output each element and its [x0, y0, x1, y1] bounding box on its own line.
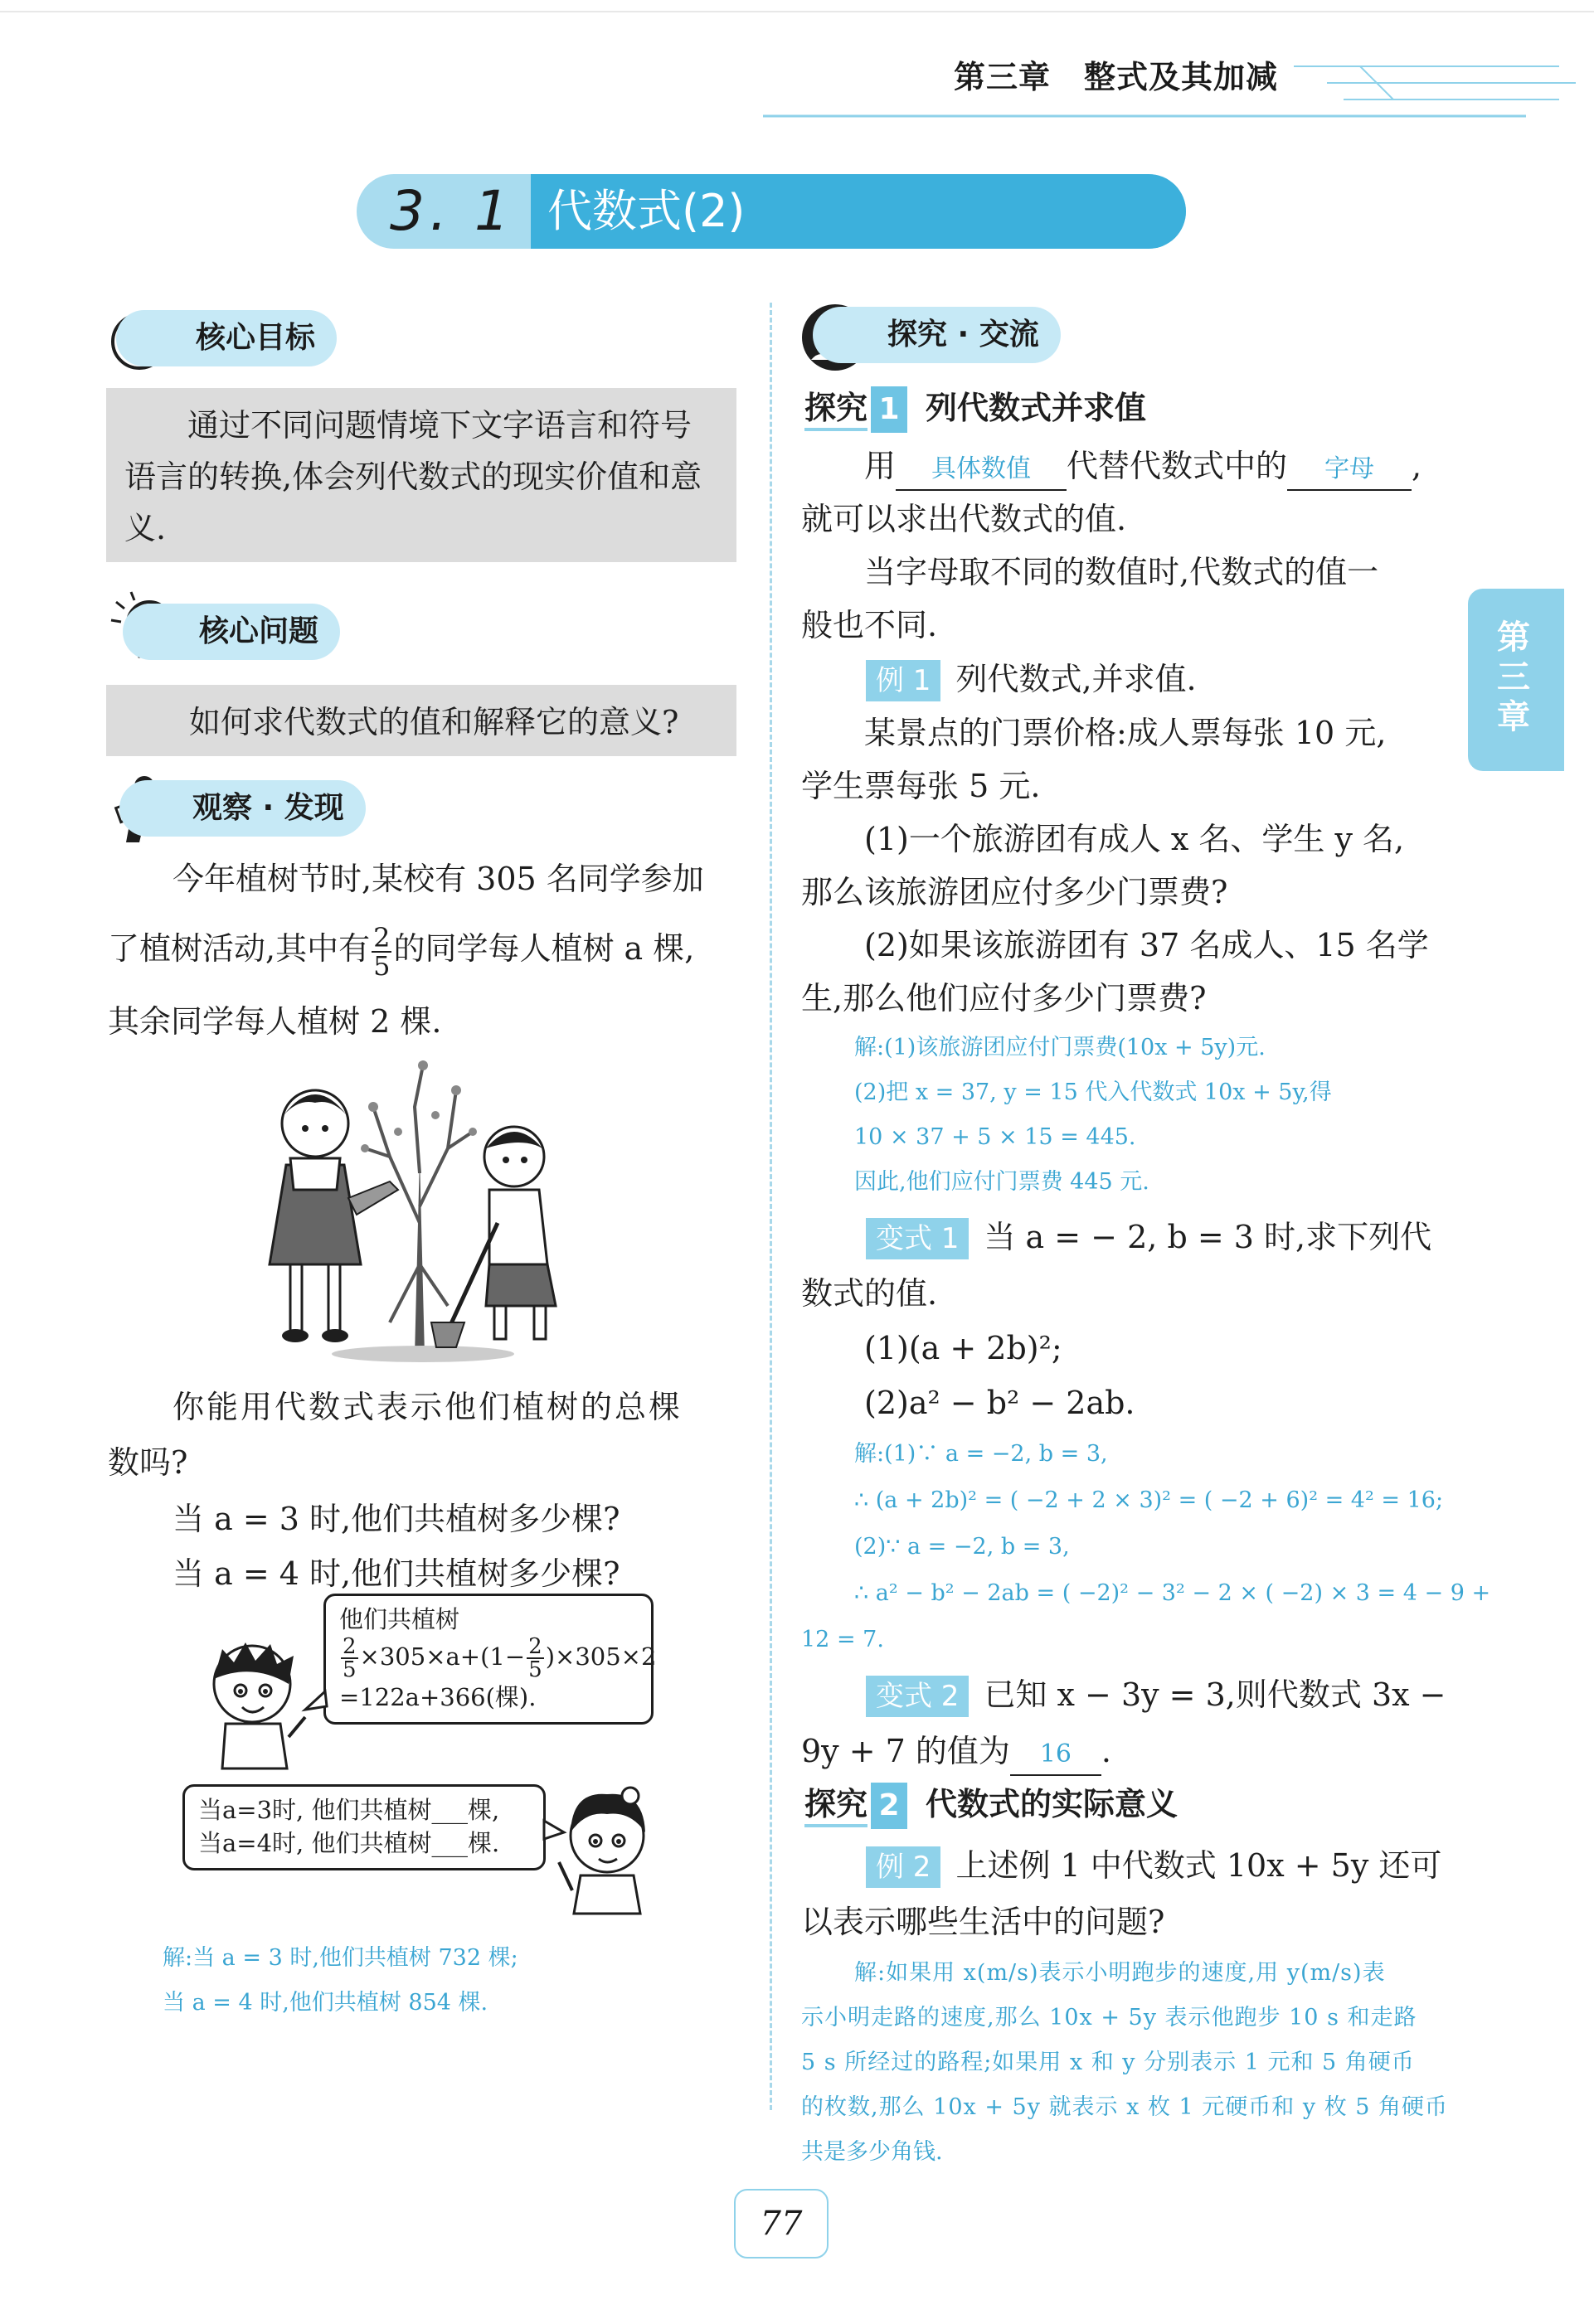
example2-heading: [866, 1839, 1441, 1892]
core-goal-box: [106, 388, 736, 562]
bubble-frac-2-num: 2: [528, 1634, 542, 1659]
observe-answer-line2: 当 a = 4 时,他们共植树 854 棵.: [163, 1990, 488, 2016]
example2-ans2: 示小明走路的速度,那么 10x + 5y 表示他跑步 10 s 和走路: [801, 2005, 1417, 2030]
explore2-heading: [804, 1781, 1178, 1829]
question3: 当 a = 4 时,他们共植树多少棵?: [173, 1555, 620, 1592]
explore2-number: 2: [871, 1783, 907, 1829]
example1-line2: 学生票每张 5 元.: [801, 768, 1041, 804]
core-goal-label: 核心目标: [196, 321, 316, 355]
observe-answer-line1: 解:当 a = 3 时,他们共植树 732 棵;: [163, 1945, 518, 1971]
variant1-q2: (2)a² − b² − 2ab.: [864, 1385, 1135, 1421]
bubble1-line3: =122a+366(棵).: [339, 1683, 537, 1711]
observe-para-line1: 今年植树节时,某校有 305 名同学参加: [173, 861, 704, 897]
example1-ans4: 因此,他们应付门票费 445 元.: [854, 1169, 1149, 1195]
variant1-ans4: ∴ a² − b² − 2ab = ( −2)² − 3² − 2 × ( −2) × 3 = 4 − 9 +: [854, 1580, 1491, 1606]
variant2-heading: [866, 1668, 1446, 1721]
bubble1-line1: 他们共植树: [339, 1605, 460, 1633]
variant2-fill-blank: 16: [1010, 1735, 1101, 1776]
variant1-ans5: 12 = 7.: [801, 1627, 884, 1652]
core-question-label: 核心问题: [199, 614, 319, 648]
section-number: 3. 1: [390, 179, 514, 243]
variant1-ans2: ∴ (a + 2b)² = ( −2 + 2 × 3)² = ( −2 + 6)² = 4² = 16;: [854, 1487, 1444, 1513]
variant1-heading: [866, 1211, 1431, 1264]
explore1-heading: [804, 385, 1146, 433]
header-decoration: [0, 0, 1594, 166]
bubble-frac-2-den: 5: [528, 1657, 542, 1682]
side-tab-label: 第三章: [1497, 619, 1530, 736]
core-goal-text: 通过不同问题情境下文字语言和符号语言的转换,体会列代数式的现实价值和意义.: [124, 407, 702, 546]
example1-ans3: 10 × 37 + 5 × 15 = 445.: [854, 1124, 1136, 1150]
variant2-tag: 变式 2: [866, 1676, 969, 1717]
example1-line1: 某景点的门票价格:成人票每张 10 元,: [864, 715, 1387, 751]
explore1-label: 探究: [804, 390, 867, 431]
example1-q2-line2: 生,那么他们应付多少门票费?: [801, 980, 1207, 1016]
section-title: 代数式(2): [547, 185, 746, 237]
example1-heading: [866, 653, 1197, 706]
observe-label: 观察 · 发现: [192, 791, 344, 825]
chapter-header: [954, 51, 1311, 97]
example2-tag: 例 2: [866, 1846, 940, 1888]
explore-exchange-badge: [813, 307, 1061, 363]
variant1-line1: 当 a = − 2, b = 3 时,求下列代: [984, 1219, 1432, 1255]
example1-tag: 例 1: [866, 660, 940, 701]
explore-exchange-label: 探究 · 交流: [887, 318, 1039, 352]
observe-para-line3: 其余同学每人植树 2 棵.: [108, 1003, 442, 1040]
bubble2-line2: 当a=4时, 他们共植树___棵.: [198, 1829, 500, 1857]
column-divider: [770, 303, 772, 2110]
fill-a-pre: 用: [864, 448, 897, 484]
question1-line1: 你能用代数式表示他们植树的总棵: [173, 1389, 683, 1425]
explore1-number: 1: [871, 386, 907, 433]
variant1-line2: 数式的值.: [801, 1275, 938, 1312]
variant2-line2-post: .: [1101, 1733, 1111, 1769]
explore1-fill-line: [864, 439, 1421, 492]
explore2-title: 代数式的实际意义: [926, 1786, 1178, 1822]
explore1-line4: 般也不同.: [801, 607, 938, 643]
bubble1-line2b: )×305×2: [545, 1642, 657, 1671]
explore1-line3: 当字母取不同的数值时,代数式的值一: [864, 554, 1379, 590]
bubble2-line1: 当a=3时, 他们共植树___棵,: [198, 1796, 500, 1824]
example1-title: 列代数式,并求值.: [955, 661, 1197, 697]
variant1-ans1: 解:(1)∵ a = −2, b = 3,: [854, 1441, 1108, 1467]
variant2-line2: [801, 1725, 1111, 1778]
observe-para-line2b: 的同学每人植树 a 棵,: [393, 930, 695, 967]
core-question-box: [106, 685, 736, 756]
example1-q1-line2: 那么该旅游团应付多少门票费?: [801, 874, 1228, 910]
girl-cartoon: [547, 1783, 663, 1915]
chapter-number: 第三章: [954, 59, 1052, 95]
fill-blank-specific-value: 具体数值: [896, 449, 1067, 491]
bubble-tail: [305, 1691, 330, 1716]
bubble-frac-2: [527, 1636, 544, 1681]
speech-bubble-formula: [323, 1594, 657, 1725]
tree-planting-illustration: [249, 1057, 614, 1364]
bubble-frac-1: [341, 1636, 358, 1681]
explore1-line2: 就可以求出代数式的值.: [801, 501, 1127, 537]
example1-ans2: (2)把 x = 37, y = 15 代入代数式 10x + 5y,得: [854, 1080, 1332, 1105]
variant2-line2-pre: 9y + 7 的值为: [801, 1733, 1010, 1769]
example2-line2: 以表示哪些生活中的问题?: [801, 1904, 1165, 1940]
observe-badge: [119, 780, 366, 837]
core-question-badge: [123, 604, 340, 660]
frac-den: 5: [373, 949, 391, 982]
example1-q1-line1: (1)一个旅游团有成人 x 名、学生 y 名,: [864, 821, 1405, 857]
question2: 当 a = 3 时,他们共植树多少棵?: [173, 1501, 620, 1537]
bubble-frac-1-den: 5: [343, 1657, 357, 1682]
frac-num: 2: [373, 921, 391, 953]
bubble-frac-1-num: 2: [343, 1634, 357, 1659]
example1-ans1: 解:(1)该旅游团应付门票费(10x + 5y)元.: [854, 1035, 1266, 1060]
example2-ans1: 解:如果用 x(m/s)表示小明跑步的速度,用 y(m/s)表: [854, 1960, 1386, 1986]
core-goal-badge: [116, 310, 337, 366]
example2-line1: 上述例 1 中代数式 10x + 5y 还可: [955, 1847, 1442, 1884]
fill-b-post: ,: [1412, 448, 1422, 484]
variant1-tag: 变式 1: [866, 1218, 969, 1259]
chapter-title: 整式及其加减: [1084, 59, 1279, 95]
page-number: 77: [734, 2189, 829, 2259]
variant1-q1: (1)(a + 2b)²;: [864, 1330, 1062, 1366]
boy-cartoon: [197, 1637, 313, 1770]
example2-ans4: 的枚数,那么 10x + 5y 就表示 x 枚 1 元硬币和 y 枚 5 角硬币: [801, 2094, 1449, 2120]
example2-ans5: 共是多少角钱.: [801, 2139, 943, 2165]
explore2-label: 探究: [804, 1786, 867, 1827]
fill-a-mid: 代替代数式中的: [1067, 448, 1288, 484]
fraction-two-fifths: [372, 921, 391, 982]
bubble1-line2a: ×305×a+(1−: [359, 1642, 526, 1671]
example1-q2-line1: (2)如果该旅游团有 37 名成人、15 名学: [864, 927, 1429, 963]
question1-line2: 数吗?: [108, 1444, 188, 1481]
fill-blank-letter: 字母: [1287, 449, 1412, 491]
variant2-line1: 已知 x − 3y = 3,则代数式 3x −: [984, 1676, 1446, 1713]
observe-para-line2a: 了植树活动,其中有: [108, 930, 371, 967]
observe-para-line2: [108, 921, 695, 982]
bubble1-line2: [339, 1634, 657, 1682]
explore1-title: 列代数式并求值: [926, 390, 1147, 426]
variant1-ans3: (2)∵ a = −2, b = 3,: [854, 1534, 1070, 1560]
speech-bubble-fill: [182, 1784, 546, 1870]
core-question-text: 如何求代数式的值和解释它的意义?: [189, 704, 679, 740]
bubble-tail-2: [541, 1821, 566, 1846]
example2-ans3: 5 s 所经过的路程;如果用 x 和 y 分别表示 1 元和 5 角硬币: [801, 2050, 1415, 2075]
